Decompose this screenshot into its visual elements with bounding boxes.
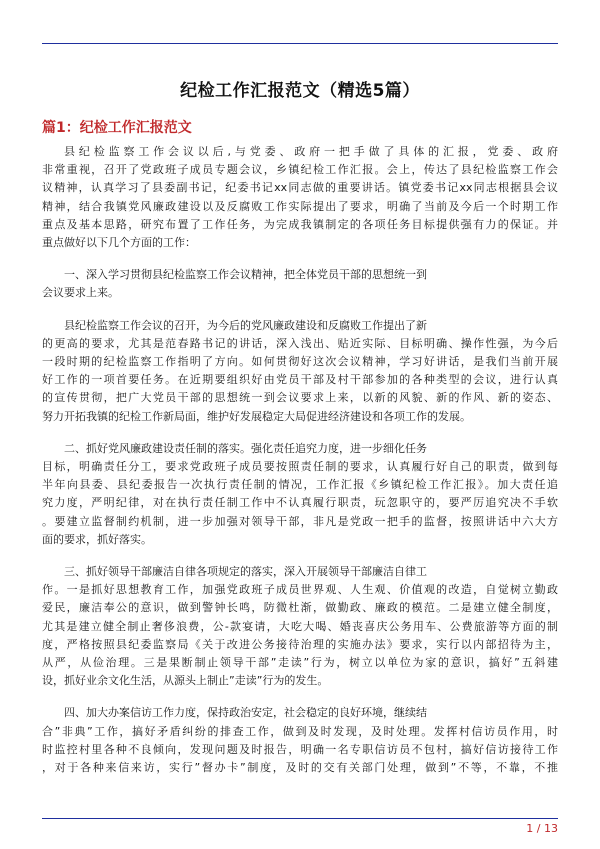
text-line: 县纪检监察工作会议的召开，为今后的党风廉政建设和反腐败工作提出了新 xyxy=(64,318,427,332)
text-line: 的宣传贯彻，把广大党员干部的思想统一到会议要求上来，以新的风貌、新的作风、新的姿态、 xyxy=(42,391,558,405)
text-line: 非常重视，召开了党政班子成员专题会议，乡镇纪检工作汇报。会上，传达了县纪检监察工作会 xyxy=(42,163,558,177)
paragraph xyxy=(42,266,558,302)
text-line: 好工作的一项首要任务。在近期要组织好由党员干部及村干部参加的各种类型的会议，进行认真 xyxy=(42,373,558,387)
text-line: 目标，明确责任分工，要求党政班子成员要按照责任制的要求，认真履行好自己的职责，做到每 xyxy=(42,460,558,474)
text-line: 精神，结合我镇党风廉政建设以及反腐败工作实际提出了要求，明确了当前及今后一个时期工作 xyxy=(42,199,558,213)
section-heading: 篇1：纪检工作汇报范文 xyxy=(42,120,192,136)
document-body xyxy=(42,143,558,791)
paragraph xyxy=(42,143,558,252)
text-line: 从严，从俭治理。三是果断制止领导干部”走读”行为，树立以单位为家的意识，搞好”五斜建 xyxy=(42,656,558,670)
text-line: 一段时期的纪检监察工作指明了方向。如何贯彻好这次会议精神，学习好讲话，是我们当前开展 xyxy=(42,355,558,369)
text-line: 三、抓好领导干部廉洁自律各项规定的落实，深入开展领导干部廉洁自律工 xyxy=(64,565,427,579)
document-title: 纪检工作汇报范文（精选5篇） xyxy=(180,81,420,101)
paragraph xyxy=(42,440,558,549)
text-line: 爱民，廉洁奉公的意识，做到警钟长鸣，防微杜渐，做勤政、廉政的模范。二是建立健全制度， xyxy=(42,601,558,615)
text-line: ，对于各种来信来访，实行”督办卡”制度，及时的交有关部门处理，做到”不等，不靠，不推 xyxy=(42,761,558,775)
text-line: 重点做好以下几个方面的工作： xyxy=(42,236,196,250)
text-line: 尤其是建立健全制止奢侈浪费，公-款宴请，大吃大喝、婚丧喜庆公务用车、公费旅游等方面的制 xyxy=(42,619,558,633)
text-line: 度，严格按照县纪委监察局《关于改进公务接待治理的实施办法》要求，实行以内部招待为主， xyxy=(42,637,558,651)
footer-rule xyxy=(42,818,558,819)
paragraph xyxy=(42,317,558,426)
page-indicator: 1 / 13 xyxy=(526,822,558,835)
paragraph xyxy=(42,704,558,777)
text-line: 作。一是抓好思想教育工作，加强党政班子成员世界观、人生观、价值观的改造，自觉树立勤政 xyxy=(42,583,558,597)
text-line: 努力开拓我镇的纪检工作新局面，维护好发展稳定大局促进经济建设和各项工作的发展。 xyxy=(42,409,471,423)
text-line: 二、抓好党风廉政建设责任制的落实。强化责任追究力度，进一步细化任务 xyxy=(64,441,427,455)
text-line: 设，抓好业余文化生活，从源头上制止”走读”行为的发生。 xyxy=(42,674,329,688)
text-line: 一、深入学习贯彻县纪检监察工作会议精神，把全体党员干部的思想统一到 xyxy=(64,268,427,282)
text-line: 议精神，认真学习了县委副书记，纪委书记xx同志做的重要讲话。镇党委书记xx同志根据县会议 xyxy=(42,181,558,195)
text-line: 合”非典”工作，搞好矛盾纠纷的排查工作，做到及时发现，及时处理。发挥村信访员作用，时 xyxy=(42,724,558,738)
text-line: 时监控村里各种不良倾向，发现问题及时报告，明确一名专职信访员不包村，搞好信访接待工作 xyxy=(42,742,558,756)
text-line: 会议要求上来。 xyxy=(42,286,119,300)
header-rule xyxy=(42,43,558,44)
text-line: 究力度，严明纪律，对在执行责任制工作中不认真履行职责，玩忽职守的，要严厉追究决不手软 xyxy=(42,496,558,510)
text-line: 四、加大办案信访工作力度，保持政治安定，社会稳定的良好环境，继续结 xyxy=(64,706,427,720)
text-line: 县纪检监察工作会议以后,与党委、政府一把手做了具体的汇报，党委、政府 xyxy=(64,145,558,158)
text-line: 重点及基本思路，研究布置了工作任务，为完成我镇制定的各项任务目标提供强有力的保证。并 xyxy=(42,217,558,231)
text-line: 。要建立监督制约机制，进一步加强对领导干部，非凡是党政一把手的监督，按照讲话中六大方 xyxy=(42,514,558,528)
text-line: 面的要求，抓好落实。 xyxy=(42,532,152,546)
paragraph xyxy=(42,563,558,690)
text-line: 的更高的要求，尤其是范春路书记的讲话，深入浅出、贴近实际、目标明确、操作性强，为今后 xyxy=(42,336,558,350)
text-line: 半年向县委、县纪委报告一次执行责任制的情况，工作汇报《乡镇纪检工作汇报》。加大责任追 xyxy=(42,478,558,492)
